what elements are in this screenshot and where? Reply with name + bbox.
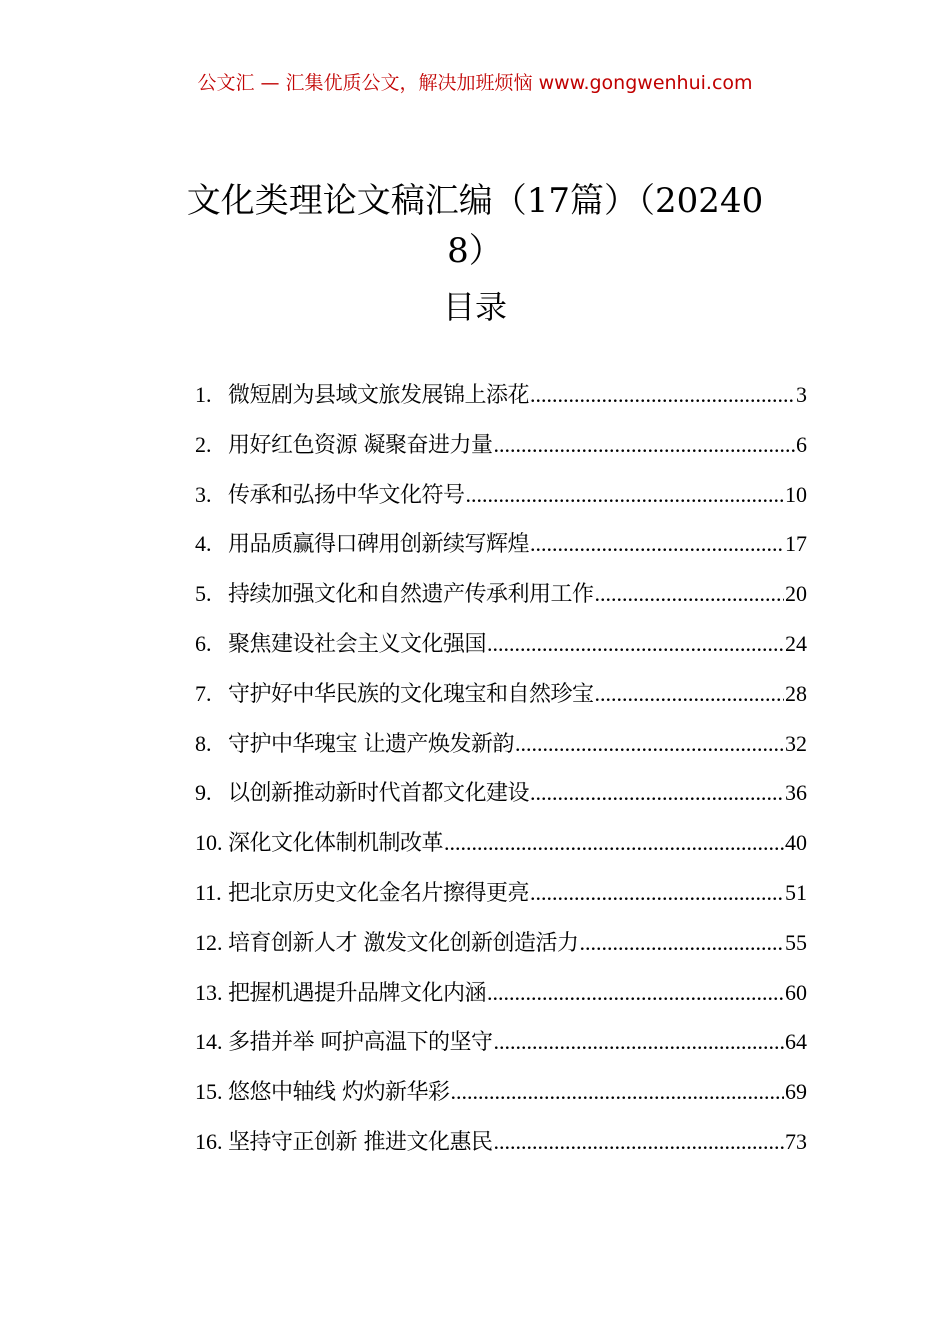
toc-entry-page: 69 xyxy=(785,1079,807,1105)
toc-entry-number: 13. xyxy=(195,979,223,1005)
toc-entry-page: 32 xyxy=(785,730,807,756)
toc-entry-title: 以创新推动新时代首都文化建设 xyxy=(228,781,530,807)
toc-entry[interactable] xyxy=(195,627,807,677)
toc-entry-title: 悠悠中轴线 灼灼新华彩 xyxy=(228,1080,450,1106)
toc-entry[interactable] xyxy=(195,976,807,1026)
toc-entry-number: 5. xyxy=(195,581,212,607)
toc-leader-dots xyxy=(595,681,784,707)
toc-entry-page: 73 xyxy=(785,1128,807,1154)
toc-entry-number: 14. xyxy=(195,1029,223,1055)
toc-leader-dots xyxy=(515,731,784,757)
table-of-contents xyxy=(195,378,807,1175)
toc-entry[interactable] xyxy=(195,776,807,826)
toc-entry-page: 36 xyxy=(785,780,807,806)
toc-entry-number: 11. xyxy=(195,879,222,905)
toc-entry-page: 51 xyxy=(785,879,807,905)
toc-entry-title: 用好红色资源 凝聚奋进力量 xyxy=(228,432,493,458)
toc-leader-dots xyxy=(580,930,785,956)
toc-entry-title: 培育创新人才 激发文化创新创造活力 xyxy=(228,930,579,956)
toc-entry-page: 24 xyxy=(785,630,807,656)
toc-leader-dots xyxy=(530,531,784,557)
toc-entry-number: 9. xyxy=(195,780,212,806)
toc-entry[interactable] xyxy=(195,527,807,577)
toc-entry[interactable] xyxy=(195,727,807,777)
toc-entry[interactable] xyxy=(195,1075,807,1125)
toc-entry[interactable] xyxy=(195,1025,807,1075)
toc-entry-title: 持续加强文化和自然遗产传承利用工作 xyxy=(228,582,594,608)
document-title-line-2: 8） xyxy=(447,231,503,271)
toc-leader-dots xyxy=(487,980,784,1006)
toc-heading: 目录 xyxy=(442,288,507,326)
toc-entry-title: 守护好中华民族的文化瑰宝和自然珍宝 xyxy=(228,681,594,707)
toc-entry-title: 深化文化体制机制改革 xyxy=(228,831,444,857)
toc-entry-page: 3 xyxy=(796,382,807,407)
toc-entry[interactable] xyxy=(195,478,807,528)
toc-leader-dots xyxy=(530,382,795,408)
toc-entry-number: 12. xyxy=(195,929,223,955)
toc-leader-dots xyxy=(595,581,784,607)
site-header-banner: 公文汇 — 汇集优质公文，解决加班烦恼 www.gongwenhui.com xyxy=(197,72,753,94)
toc-entry[interactable] xyxy=(195,577,807,627)
toc-entry-title: 把握机遇提升品牌文化内涵 xyxy=(228,980,487,1006)
toc-entry[interactable] xyxy=(195,677,807,727)
toc-entry-page: 6 xyxy=(796,431,807,457)
toc-entry-number: 6. xyxy=(195,630,212,656)
toc-entry-page: 55 xyxy=(785,929,807,955)
document-title xyxy=(160,176,790,276)
toc-leader-dots xyxy=(487,631,784,657)
toc-entry-number: 1. xyxy=(195,382,212,407)
toc-leader-dots xyxy=(466,482,784,508)
toc-leader-dots xyxy=(530,880,784,906)
toc-leader-dots xyxy=(451,1079,785,1105)
toc-leader-dots xyxy=(530,780,784,806)
toc-entry-number: 16. xyxy=(195,1128,223,1154)
toc-entry-title: 多措并举 呵护高温下的坚守 xyxy=(228,1030,493,1056)
toc-entry-title: 用品质赢得口碑用创新续写辉煌 xyxy=(228,532,530,558)
toc-entry-title: 守护中华瑰宝 让遗产焕发新韵 xyxy=(228,731,514,757)
toc-leader-dots xyxy=(494,1129,785,1155)
toc-entry-page: 28 xyxy=(785,680,807,706)
toc-entry-title: 传承和弘扬中华文化符号 xyxy=(228,482,465,508)
toc-entry-page: 64 xyxy=(785,1029,807,1055)
toc-entry[interactable] xyxy=(195,378,807,428)
toc-entry-title: 微短剧为县域文旅发展锦上添花 xyxy=(228,383,530,408)
toc-entry-number: 7. xyxy=(195,680,212,706)
toc-entry-number: 4. xyxy=(195,531,212,557)
toc-entry-number: 8. xyxy=(195,730,212,756)
document-title-line-1: 文化类理论文稿汇编（17篇）（20240 xyxy=(186,181,764,221)
toc-entry-title: 把北京历史文化金名片擦得更亮 xyxy=(228,880,530,906)
toc-entry[interactable] xyxy=(195,1125,807,1175)
toc-entry-page: 60 xyxy=(785,979,807,1005)
toc-entry[interactable] xyxy=(195,826,807,876)
toc-entry-number: 3. xyxy=(195,481,212,507)
toc-entry[interactable] xyxy=(195,876,807,926)
toc-leader-dots xyxy=(494,1029,785,1055)
toc-entry-number: 15. xyxy=(195,1079,223,1105)
toc-entry-number: 2. xyxy=(195,431,212,457)
toc-entry-page: 40 xyxy=(785,830,807,856)
toc-entry-title: 聚焦建设社会主义文化强国 xyxy=(228,631,487,657)
toc-leader-dots xyxy=(444,830,784,856)
toc-entry-page: 20 xyxy=(785,581,807,607)
toc-entry[interactable] xyxy=(195,428,807,478)
toc-leader-dots xyxy=(494,432,796,458)
toc-entry-number: 10. xyxy=(195,830,223,856)
toc-entry-page: 10 xyxy=(785,481,807,507)
toc-entry-page: 17 xyxy=(785,531,807,557)
toc-entry[interactable] xyxy=(195,926,807,976)
toc-entry-title: 坚持守正创新 推进文化惠民 xyxy=(228,1129,493,1155)
